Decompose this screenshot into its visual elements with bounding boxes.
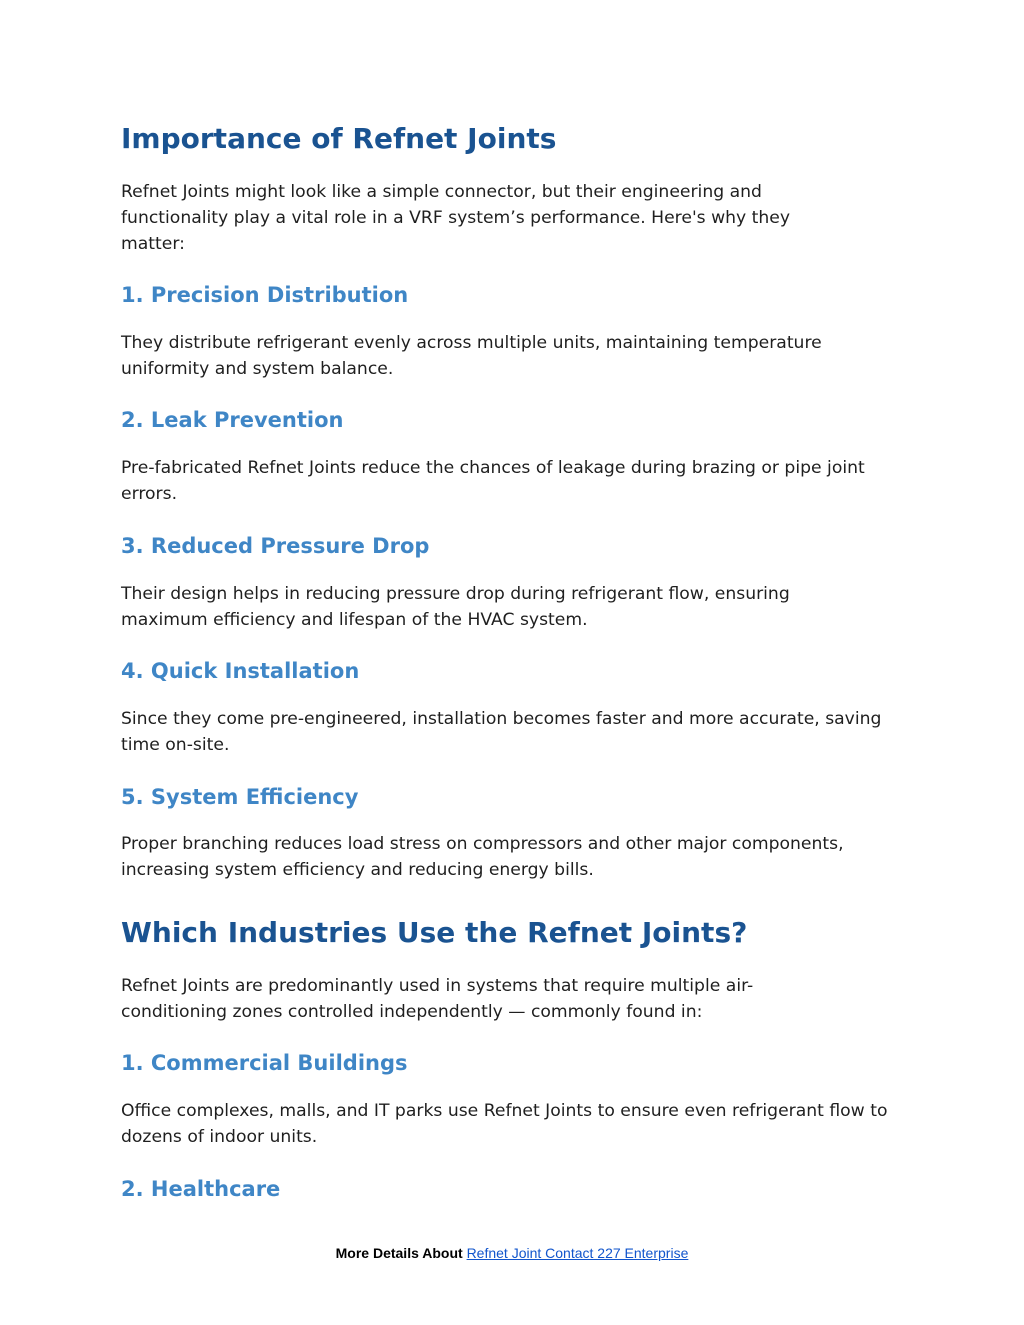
precision-distribution-text: They distribute refrigerant evenly across multiple units, maintaining temperature uniformity and system balance. <box>121 333 822 379</box>
quick-installation-text: Since they come pre-engineered, installation becomes faster and more accurate, saving time on-site. <box>121 709 882 755</box>
footer-label: More Details About <box>335 1245 463 1261</box>
reduced-pressure-drop-heading: 3. Reduced Pressure Drop <box>121 534 430 558</box>
commercial-buildings-heading: 1. Commercial Buildings <box>121 1051 408 1075</box>
healthcare-heading: 2. Healthcare <box>121 1177 281 1201</box>
leak-prevention-heading: 2. Leak Prevention <box>121 408 344 432</box>
reduced-pressure-drop-text: Their design helps in reducing pressure drop during refrigerant flow, ensuring maximum efficiency and lifespan of the HVAC system. <box>121 584 790 630</box>
importance-intro: Refnet Joints might look like a simple connector, but their engineering and functionality play a vital role in a VRF system’s performance. Here's why they matter: <box>121 182 791 254</box>
industries-title: Which Industries Use the Refnet Joints? <box>121 916 748 949</box>
quick-installation-heading: 4. Quick Installation <box>121 659 360 683</box>
leak-prevention-text: Pre-fabricated Refnet Joints reduce the chances of leakage during brazing or pipe joint errors. <box>121 458 865 504</box>
importance-title: Importance of Refnet Joints <box>121 122 557 155</box>
footer <box>0 1244 1024 1262</box>
precision-distribution-heading: 1. Precision Distribution <box>121 283 409 307</box>
system-efficiency-text: Proper branching reduces load stress on compressors and other major components, increasing system efficiency and reducing energy bills. <box>121 834 844 880</box>
commercial-buildings-text: Office complexes, malls, and IT parks use Refnet Joints to ensure even refrigerant flow to dozens of indoor units. <box>121 1101 888 1147</box>
industries-intro: Refnet Joints are predominantly used in systems that require multiple air-conditioning zones controlled independently — commonly found in: <box>121 976 754 1022</box>
footer-link[interactable]: Refnet Joint Contact 227 Enterprise <box>466 1245 689 1261</box>
system-efficiency-heading: 5. System Efficiency <box>121 785 359 809</box>
